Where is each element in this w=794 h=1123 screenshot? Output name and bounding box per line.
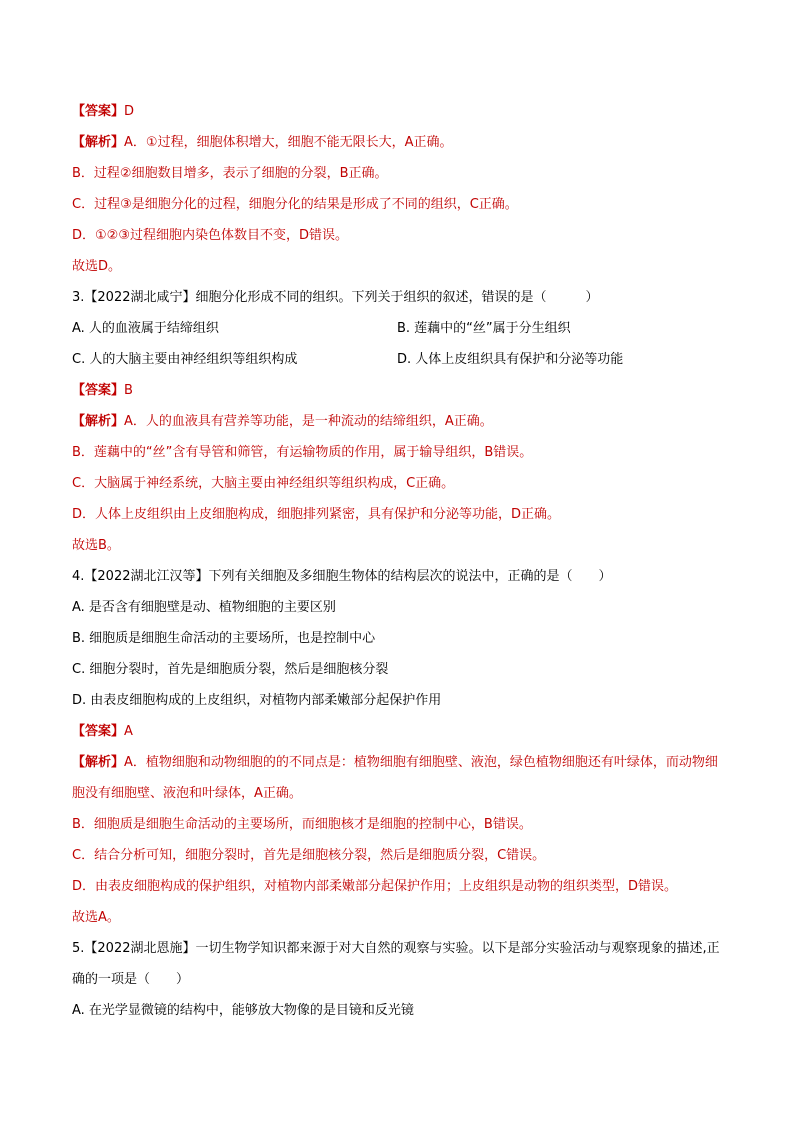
answer-value: D [124, 104, 135, 119]
q2-analysis-a [72, 127, 722, 158]
q4-conclusion: 故选A。 [72, 910, 120, 925]
q3-options-row-2 [72, 344, 722, 375]
analysis-text: A．①过程，细胞体积增大，细胞不能无限长大，A正确。 [124, 135, 453, 150]
q4-analysis-b: B．细胞质是细胞生命活动的主要场所，而细胞核才是细胞的控制中心，B错误。 [72, 817, 532, 832]
analysis-label: 【解析】 [72, 135, 125, 150]
q4-stem: 4.【2022湖北江汉等】下列有关细胞及多细胞生物体的结构层次的说法中，正确的是（ ） [72, 569, 612, 584]
answer-label: 【答案】 [72, 383, 125, 398]
q2-analysis-d: D．①②③过程细胞内染色体数目不变，D错误。 [72, 228, 348, 243]
q4-option-d: D. 由表皮细胞构成的上皮组织，对植物内部柔嫩部分起保护作用 [72, 693, 442, 708]
document-body [72, 96, 722, 1026]
q3-stem: 3.【2022湖北咸宁】细胞分化形成不同的组织。下列关于组织的叙述，错误的是（ ） [72, 290, 599, 305]
answer-value: A [124, 724, 133, 739]
q5-option-a: A. 在光学显微镜的结构中，能够放大物像的是目镜和反光镜 [72, 1003, 414, 1018]
q3-analysis-b: B．莲藕中的“丝”含有导管和筛管，有运输物质的作用，属于输导组织，B错误。 [72, 445, 533, 460]
answer-label: 【答案】 [72, 104, 125, 119]
q4-analysis-a [72, 747, 722, 809]
q3-analysis-a [72, 406, 722, 437]
q3-options-row-1 [72, 313, 722, 344]
q2-answer [72, 96, 722, 127]
q4-option-c: C. 细胞分裂时，首先是细胞质分裂，然后是细胞核分裂 [72, 662, 389, 677]
q2-analysis-c: C．过程③是细胞分化的过程，细胞分化的结果是形成了不同的组织，C正确。 [72, 197, 518, 212]
q3-option-c: C. 人的大脑主要由神经组织等组织构成 [72, 352, 298, 367]
answer-label: 【答案】 [72, 724, 125, 739]
q4-option-a: A. 是否含有细胞壁是动、植物细胞的主要区别 [72, 600, 336, 615]
q2-conclusion: 故选D。 [72, 259, 122, 274]
q3-answer [72, 375, 722, 406]
q3-option-d: D. 人体上皮组织具有保护和分泌等功能 [397, 352, 624, 367]
q4-option-b: B. 细胞质是细胞生命活动的主要场所，也是控制中心 [72, 631, 376, 646]
q3-option-a: A. 人的血液属于结缔组织 [72, 321, 219, 336]
q3-analysis-c: C．大脑属于神经系统，大脑主要由神经组织等组织构成，C正确。 [72, 476, 455, 491]
q4-answer [72, 716, 722, 747]
q4-analysis-d: D．由表皮细胞构成的保护组织，对植物内部柔嫩部分起保护作用；上皮组织是动物的组织类型，D错误。 [72, 879, 678, 894]
q5-stem: 5.【2022湖北恩施】一切生物学知识都来源于对大自然的观察与实验。以下是部分实验活动与观察现象的描述,正确的一项是（ ） [72, 941, 720, 987]
analysis-text: A．人的血液具有营养等功能，是一种流动的结缔组织，A正确。 [124, 414, 493, 429]
q4-analysis-c: C．结合分析可知，细胞分裂时，首先是细胞核分裂，然后是细胞质分裂，C错误。 [72, 848, 546, 863]
analysis-label: 【解析】 [72, 414, 125, 429]
q3-option-b: B. 莲藕中的“丝”属于分生组织 [397, 321, 571, 336]
answer-value: B [124, 383, 133, 398]
analysis-text: A．植物细胞和动物细胞的的不同点是：植物细胞有细胞壁、液泡，绿色植物细胞还有叶绿体，而动物细胞没有细胞壁、液泡和叶绿体，A正确。 [72, 755, 718, 801]
q3-analysis-d: D．人体上皮组织由上皮细胞构成，细胞排列紧密，具有保护和分泌等功能，D正确。 [72, 507, 561, 522]
q2-analysis-b: B．过程②细胞数目增多，表示了细胞的分裂，B正确。 [72, 166, 388, 181]
analysis-label: 【解析】 [72, 755, 125, 770]
q3-conclusion: 故选B。 [72, 538, 120, 553]
